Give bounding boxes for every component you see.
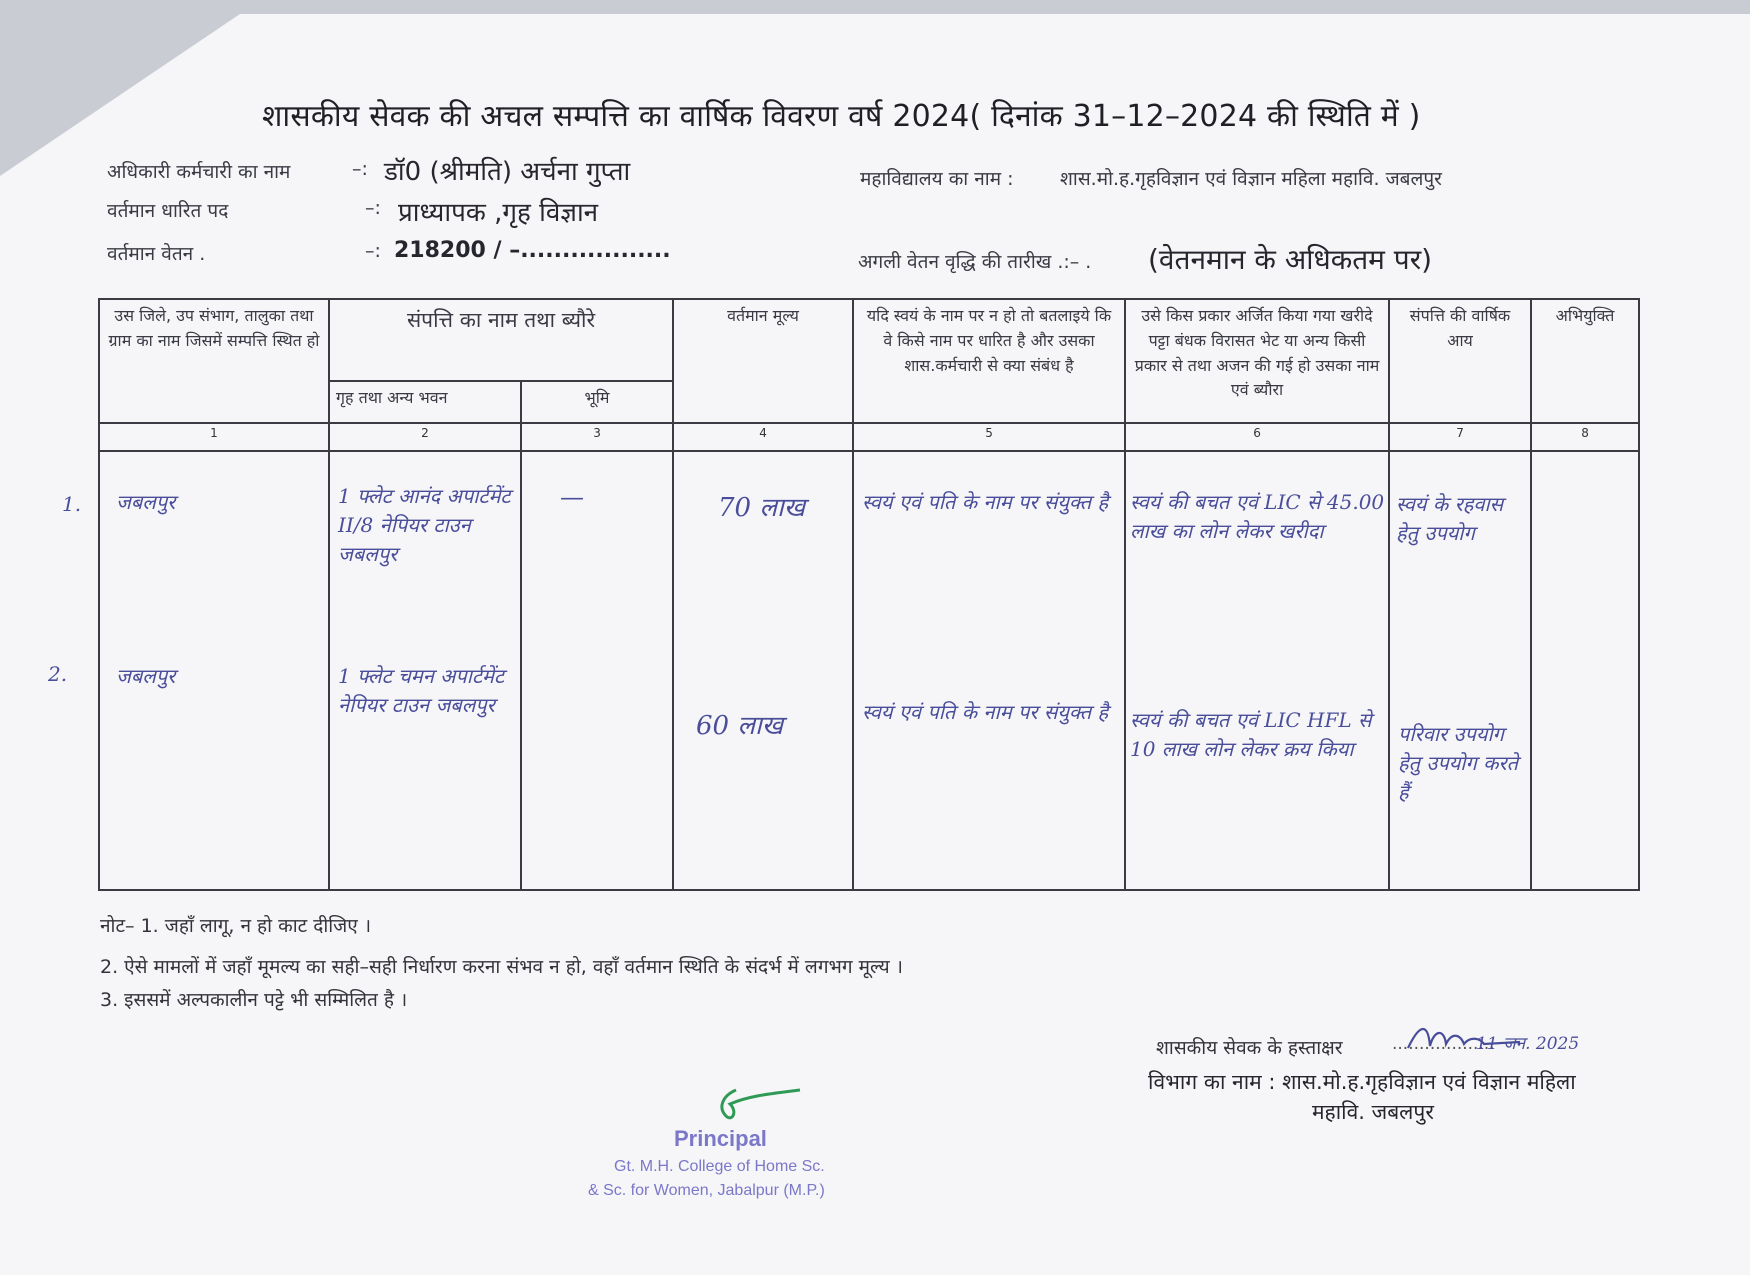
row1-building: 1 फ्लेट आनंद अपार्टमेंट II/8 नेपियर टाउन जबलपुर [338,484,511,566]
col-number: 5 [853,423,1125,451]
stamp-line2: & Sc. for Women, Jabalpur (M.P.) [588,1182,825,1199]
stamp-title: Principal [674,1126,767,1151]
salary-label: वर्तमान वेतन . [107,243,206,265]
col-number: 8 [1531,423,1639,451]
header-building: गृह तथा अन्य भवन [329,381,521,423]
post-sep: –: [365,197,381,219]
row2-income: परिवार उपयोग हेतु उपयोग करते हैं [1398,722,1519,804]
officer-name-value: डॉ0 (श्रीमति) अर्चना गुप्ता [384,157,631,187]
increment-value: (वेतनमान के अधिकतम पर) [1148,243,1433,276]
officer-name-sep: –: [352,158,368,180]
principal-signature [708,1082,808,1128]
signature-label: शासकीय सेवक के हस्ताक्षर [1156,1037,1343,1059]
row2-district: जबलपुर [116,664,176,688]
department-line2: महावि. जबलपुर [1312,1100,1434,1124]
col-number: 2 [329,423,521,451]
stamp-line1: Gt. M.H. College of Home Sc. [614,1158,825,1175]
salary-value: 218200 / –.................. [394,238,671,263]
college-label: महाविद्यालय का नाम : [860,168,1014,190]
header-remarks: अभियुक्ति [1531,299,1639,423]
salary-sep: –: [365,240,381,262]
officer-name-label: अधिकारी कर्मचारी का नाम [107,161,291,183]
row2-building: 1 फ्लेट चमन अपार्टमेंट नेपियर टाउन जबलपुर [338,664,505,717]
col-number: 6 [1125,423,1389,451]
department-label: विभाग का नाम : शास.मो.ह.गृहविज्ञान एवं विज्ञान महिला [1148,1070,1576,1094]
header-location: उस जिले, उप संभाग, तालुका तथा ग्राम का नाम जिसमें सम्पत्ति स्थित हो [99,299,329,423]
note-2: 2. ऐसे मामलों में जहॉं मूमल्य का सही–सही निर्धारण करना संभव न हो, वहॉं वर्तमान स्थिति के संदर्भ में लगभग मूल्य । [100,956,903,978]
header-acquired: उसे किस प्रकार अर्जित किया गया खरीदे पट्टा बंधक विरासत भेट या अन्य किसी प्रकार से तथा अजन की गई हो उसका नाम एवं ब्यौरा [1125,299,1389,423]
row2-holder: स्वयं एवं पति के नाम पर संयुक्त है [862,700,1109,724]
row1-value: 70 लाख [718,493,805,523]
row1-income: स्वयं के रहवास हेतु उपयोग [1396,492,1504,545]
post-label: वर्तमान धारित पद [107,200,229,222]
college-value: शास.मो.ह.गृहविज्ञान एवं विज्ञान महिला महावि. जबलपुर [1060,168,1442,190]
signature-dots: ................... [1392,1034,1495,1054]
col-number: 7 [1389,423,1531,451]
row1-holder: स्वयं एवं पति के नाम पर संयुक्त है [862,490,1109,514]
row1-acquired: स्वयं की बचत एवं LIC से 45.00 लाख का लोन लेकर खरीदा [1130,490,1385,543]
row1-serial: 1. [62,492,82,516]
header-holder: यदि स्वयं के नाम पर न हो तो बतलाइये कि वे किसे नाम पर धारित है और उसका शास.कर्मचारी से क्या संबंध है [853,299,1125,423]
form-title: शासकीय सेवक की अचल सम्पत्ति का वार्षिक विवरण वर्ष 2024( दिनांक 31–12–2024 की स्थिति में ) [262,99,1421,134]
post-value: प्राध्यापक ,गृह विज्ञान [398,198,599,228]
col-number: 3 [521,423,673,451]
header-value: वर्तमान मूल्य [673,299,853,423]
row1-district: जबलपुर [116,490,176,514]
row2-serial: 2. [48,662,68,686]
header-property: संपत्ति का नाम तथा ब्यौरे [329,299,673,381]
signature-date: 11 जन. 2025 [1476,1034,1580,1054]
row2-value: 60 लाख [696,711,783,741]
header-land: भूमि [521,381,673,423]
row2-acquired: स्वयं की बचत एवं LIC HFL से 10 लाख लोन लेकर क्रय किया [1130,708,1372,761]
row1-land: — [560,483,584,511]
increment-label: अगली वेतन वृद्धि की तारीख .:– . [858,251,1092,273]
note-1: नोट– 1. जहॉं लागू, न हो काट दीजिए । [100,915,372,937]
header-income: संपत्ति की वार्षिक आय [1389,299,1531,423]
col-number: 4 [673,423,853,451]
note-3: 3. इससमें अल्पकालीन पट्टे भी सम्मिलित है । [100,989,408,1011]
col-number: 1 [99,423,329,451]
